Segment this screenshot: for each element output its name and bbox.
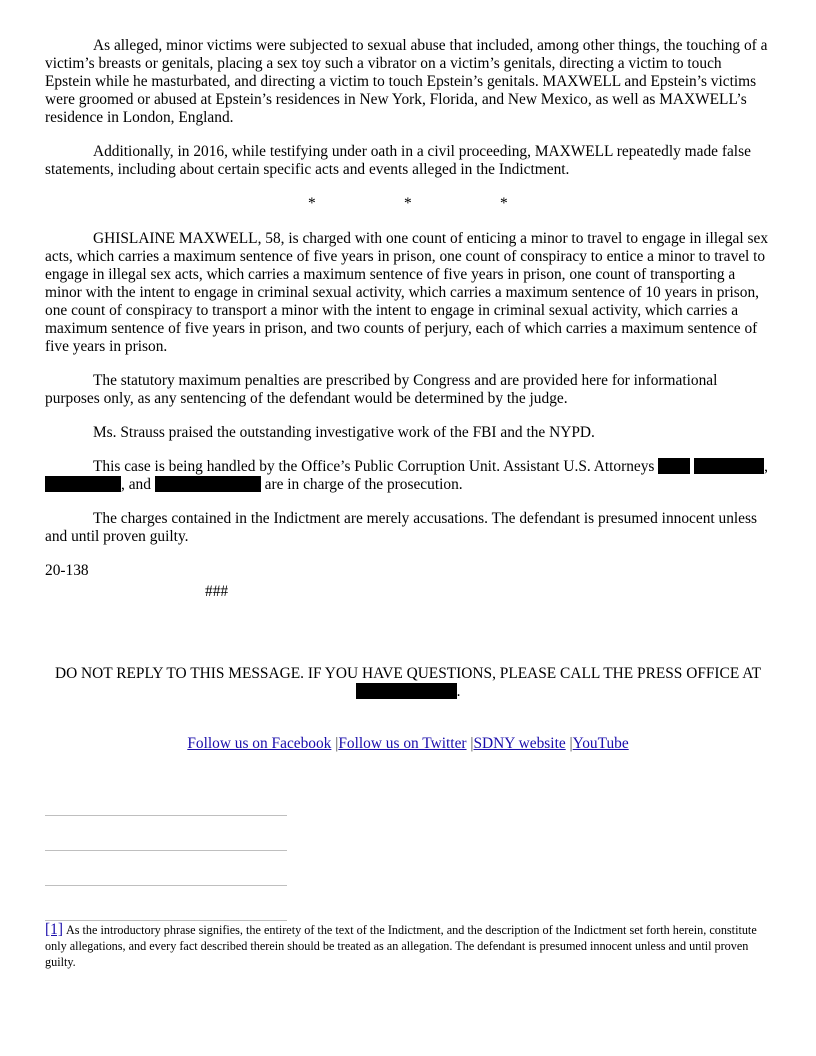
separator-line bbox=[45, 850, 287, 851]
twitter-link[interactable]: Follow us on Twitter bbox=[338, 735, 467, 752]
paragraph-charges: GHISLAINE MAXWELL, 58, is charged with one count of enticing a minor to travel to engage in illegal sex acts, which carries a maximum sentence of five years in prison, one count of conspiracy to entice a minor to travel to engage in illegal sex acts, which carries a maximum sentence of five years in prison, one count of transporting a minor with the intent to engage in criminal sexual activity, which carries a maximum sentence of 10 years in prison, one count of conspiracy to transport a minor with the intent to engage in criminal sexual activity, which carries a maximum sentence of five years in prison, and two counts of perjury, each of which carries a maximum sentence of five years in prison. bbox=[45, 230, 769, 355]
redaction-block bbox=[155, 476, 261, 492]
release-number: 20-138 bbox=[45, 562, 89, 579]
divider-star: * bbox=[308, 195, 316, 212]
footnote-ref-link[interactable]: [1] bbox=[45, 921, 63, 938]
end-mark: ### bbox=[205, 583, 229, 600]
social-links bbox=[45, 735, 771, 753]
redaction-block bbox=[356, 683, 457, 699]
prosecution-and: , and bbox=[121, 476, 155, 493]
paragraph-perjury: Additionally, in 2016, while testifying under oath in a civil proceeding, MAXWELL repeatedly made false statements, including about certain specific acts and events alleged in the Indictment. bbox=[45, 143, 751, 178]
press-release-body bbox=[45, 37, 771, 753]
footnote bbox=[45, 922, 773, 970]
paragraph-prosecution-team bbox=[45, 458, 771, 494]
link-separator: | bbox=[470, 735, 474, 752]
notice-end: . bbox=[456, 683, 461, 700]
prosecution-comma: , bbox=[764, 458, 768, 475]
redaction-block bbox=[45, 476, 121, 492]
paragraph-abuse-allegations: As alleged, minor victims were subjected to sexual abuse that included, among other things, the touching of a victim’s breasts or genitals, placing a sex toy such a vibrator on a victim’s genitals, directing a victim to touch Epstein while he masturbated, and directing a victim to touch Epstein’s genitals. MAXWELL and Epstein’s victims were groomed or abused at Epstein’s residences in New York, Florida, and New Mexico, as well as MAXWELL’s residence in London, England. bbox=[45, 37, 768, 126]
redaction-block bbox=[694, 458, 764, 474]
separator-line bbox=[45, 885, 287, 886]
separator-line bbox=[45, 815, 287, 816]
link-separator: | bbox=[335, 735, 339, 752]
footnote-separators bbox=[45, 815, 287, 921]
prosecution-text-end: are in charge of the prosecution. bbox=[260, 476, 463, 493]
youtube-link[interactable]: YouTube bbox=[572, 735, 629, 752]
footnote-text: As the introductory phrase signifies, the entirety of the text of the Indictment, and the description of the Indictment set forth herein, constitute only allegations, and every fact described therein should be treated as an allegation. The defendant is presumed innocent unless and until proven guilty. bbox=[45, 923, 757, 969]
separator-line bbox=[45, 920, 287, 921]
section-divider bbox=[45, 195, 771, 213]
paragraph-praise: Ms. Strauss praised the outstanding investigative work of the FBI and the NYPD. bbox=[93, 424, 595, 441]
prosecution-text-start: This case is being handled by the Office’s Public Corruption Unit. Assistant U.S. Attorneys bbox=[93, 458, 659, 475]
do-not-reply-notice bbox=[45, 665, 771, 701]
redaction-block bbox=[658, 458, 690, 474]
paragraph-presumption: The charges contained in the Indictment are merely accusations. The defendant is presumed innocent unless and until proven guilty. bbox=[45, 510, 757, 545]
divider-star: * bbox=[404, 195, 412, 212]
notice-text: DO NOT REPLY TO THIS MESSAGE. IF YOU HAVE QUESTIONS, PLEASE CALL THE PRESS OFFICE AT bbox=[54, 665, 762, 682]
divider-star: * bbox=[500, 195, 508, 212]
sdny-website-link[interactable]: SDNY website bbox=[473, 735, 566, 752]
facebook-link[interactable]: Follow us on Facebook bbox=[187, 735, 332, 752]
link-separator: | bbox=[569, 735, 573, 752]
paragraph-penalties: The statutory maximum penalties are prescribed by Congress and are provided here for informational purposes only, as any sentencing of the defendant would be determined by the judge. bbox=[45, 372, 718, 407]
